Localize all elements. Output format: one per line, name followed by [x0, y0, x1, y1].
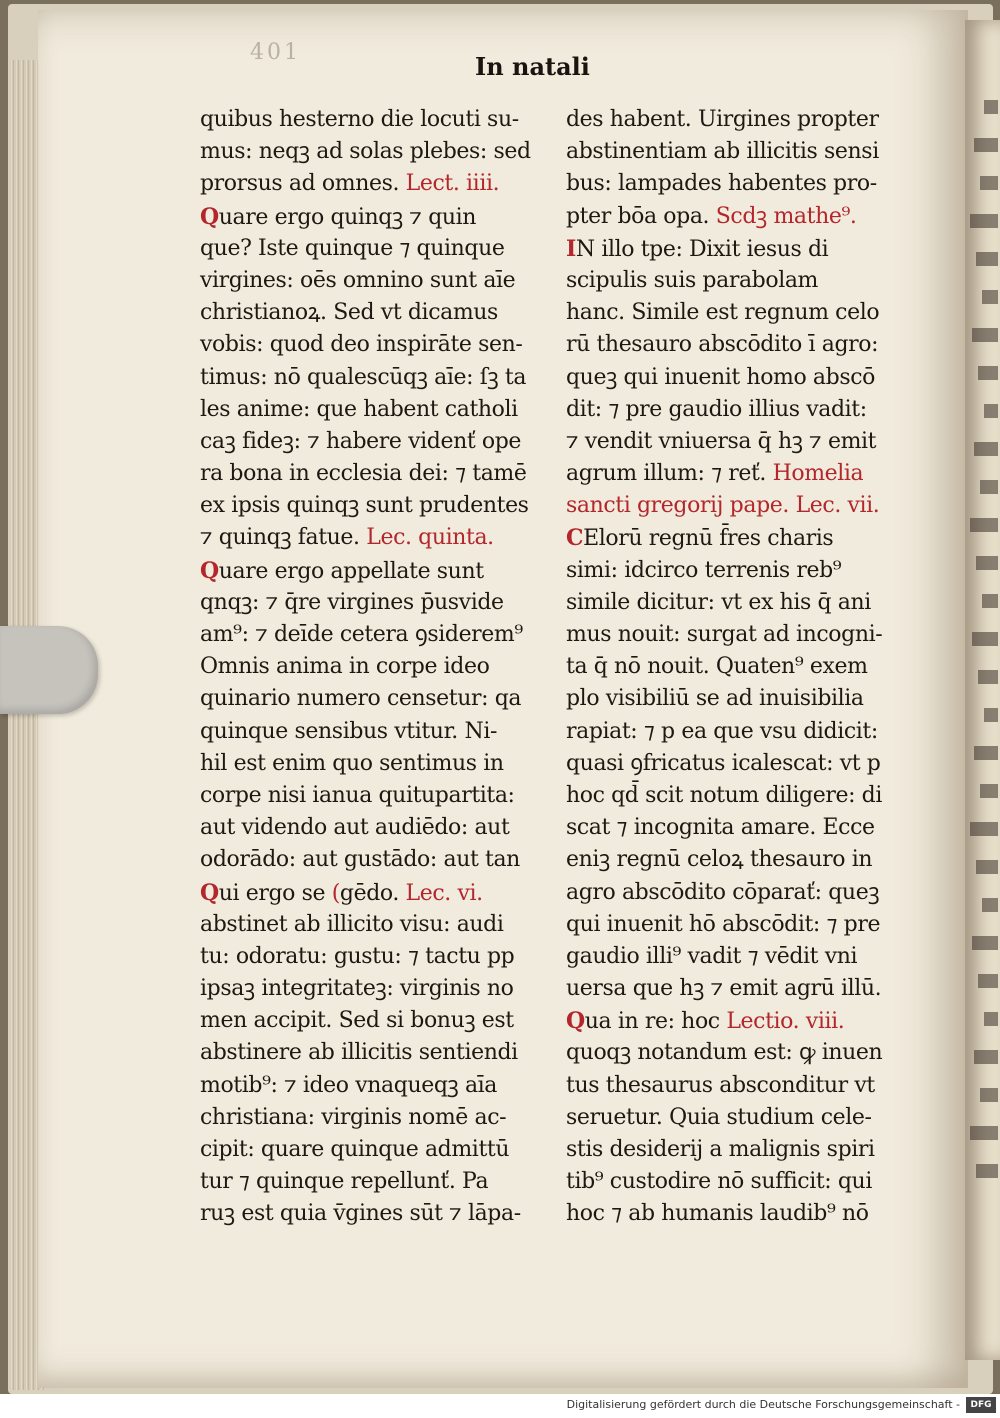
text-line — [200, 748, 546, 780]
line-text: pter bōa opa. — [566, 203, 710, 229]
line-text: virgines: oēs omnino sunt aīe — [200, 267, 516, 293]
line-text: cipit: quare quinque admittū — [200, 1137, 510, 1162]
rubric-label: Lectio. viii. — [719, 1009, 845, 1035]
text-line — [200, 104, 546, 136]
text-line — [566, 748, 906, 780]
text-line — [566, 844, 906, 876]
rubric-label: Lec. quinta. — [359, 525, 494, 551]
text-line — [200, 1070, 546, 1102]
text-line — [566, 1134, 906, 1166]
line-text: stis desiderij a malignis spiri — [566, 1137, 875, 1162]
text-line — [200, 973, 546, 1005]
facing-page-text-fragment — [980, 480, 998, 494]
text-line — [200, 522, 546, 554]
text-line — [566, 909, 906, 941]
running-title: In natali — [475, 52, 590, 81]
facing-page-text-fragment — [970, 518, 998, 532]
line-text: hoc ⁊ ab humanis laudib⁹ nō — [566, 1201, 869, 1227]
facing-page-text-fragment — [982, 898, 998, 912]
initial-letter: Q — [200, 557, 219, 584]
line-text: motib⁹: ⁊ ideo vnaqueqꝫ aīa — [200, 1072, 498, 1098]
text-line — [566, 362, 906, 394]
dfg-logo: DFG — [966, 1397, 996, 1413]
line-text: N illo tpe: Dixit iesus di — [575, 236, 829, 262]
line-text: eniꝫ regnū celoꝝ thesauro in — [566, 847, 873, 873]
text-line — [200, 1198, 546, 1230]
facing-page-text-fragment — [978, 974, 998, 988]
line-text: uersa que hꝫ ⁊ emit agrū illū. — [566, 976, 882, 1002]
facing-page-text-fragment — [970, 214, 998, 228]
text-line — [200, 394, 546, 426]
text-line — [200, 909, 546, 941]
facing-page-text-fragment — [974, 138, 998, 152]
line-text: prorsus ad omnes. — [200, 171, 400, 197]
facing-page-text-fragment — [982, 594, 998, 608]
line-text: christiana: virginis nomē ac- — [200, 1104, 507, 1130]
rubric-label: sancti gregorij pape. Lec. vii. — [566, 493, 880, 519]
facing-page-text-fragment — [974, 442, 998, 456]
rubric-label: Homelia — [765, 461, 864, 487]
text-line — [566, 1037, 906, 1069]
text-line — [566, 973, 906, 1005]
line-text: des habent. Uirgines propter — [566, 107, 879, 132]
line-text: men accipit. Sed si bonuꝫ est — [200, 1008, 514, 1034]
text-line — [200, 1005, 546, 1037]
line-text: tur ⁊ quinque repellunť. Pa — [200, 1169, 489, 1195]
facing-page-edge — [965, 20, 1000, 1360]
text-line — [566, 877, 906, 909]
text-line — [566, 136, 906, 168]
line-text: seruetur. Quia studium cele- — [566, 1104, 872, 1130]
facing-page-text-fragment — [974, 1050, 998, 1064]
text-line — [566, 297, 906, 329]
text-line — [200, 1134, 546, 1166]
footer-credit: Digitalisierung gefördert durch die Deutsche Forschungsgemeinschaft - — [566, 1398, 960, 1411]
line-text: abstinentiam ab illicitis sensi — [566, 139, 879, 165]
text-line — [566, 587, 906, 619]
rubric-label: Scdꝫ mathe⁹. — [709, 203, 857, 229]
facing-page-text-fragment — [976, 556, 998, 570]
line-text: ⁊ vendit vniuersa q̄ hꝫ ⁊ emit — [566, 428, 877, 454]
facing-page-text-fragment — [984, 708, 998, 722]
line-text: abstinere ab illicitis sentiendi — [200, 1040, 518, 1066]
text-line — [200, 780, 546, 812]
text-line — [200, 233, 546, 265]
facing-page-text-fragment — [970, 1126, 998, 1140]
line-text: vobis: quod deo inspirāte sen- — [200, 332, 523, 358]
facing-page-text-fragment — [980, 784, 998, 798]
line-text: quibus hesterno die locuti su- — [200, 107, 519, 132]
line-text: que? Iste quinque ⁊ quinque — [200, 235, 505, 261]
text-line — [566, 619, 906, 651]
text-line — [200, 651, 546, 683]
facing-page-text-fragment — [974, 746, 998, 760]
text-line — [200, 297, 546, 329]
line-text: qui inuenit hō abscōdit: ⁊ pre — [566, 911, 881, 937]
text-line — [566, 1070, 906, 1102]
text-line — [566, 1102, 906, 1134]
facing-page-text-fragment — [984, 1012, 998, 1026]
line-text: rū thesauro abscōdito ī agro: — [566, 332, 879, 358]
line-text: uare ergo quinqꝫ ⁊ quin — [218, 204, 477, 230]
line-text: mus: neqꝫ ad solas plebes: sed — [200, 139, 531, 165]
line-text: am⁹: ⁊ deīde cetera ꝯsiderem⁹ — [200, 622, 523, 647]
line-text: scat ⁊ incognita amare. Ecce — [566, 815, 875, 841]
text-line — [566, 201, 906, 233]
text-line — [566, 265, 906, 297]
line-text: ra bona in ecclesia dei: ⁊ tamē — [200, 461, 527, 487]
line-text: hanc. Simile est regnum celo — [566, 300, 880, 326]
facing-page-text-fragment — [978, 366, 998, 380]
initial-letter: I — [566, 235, 576, 262]
text-line — [200, 619, 546, 651]
facing-page-text-fragment — [980, 1088, 998, 1102]
line-text: bus: lampades habentes pro- — [566, 171, 877, 197]
line-text: gaudio illi⁹ vadit ⁊ vēdit vni — [566, 943, 858, 969]
initial-letter: Q — [566, 1008, 585, 1035]
text-line — [566, 168, 906, 200]
text-line — [200, 1166, 546, 1198]
line-text: Elorū regnū f̄res charis — [583, 526, 834, 552]
initial-letter: Q — [200, 879, 219, 906]
right-column — [566, 104, 906, 1231]
line-text: quinario numero censetur: qa — [200, 686, 522, 712]
facing-page-text-fragment — [970, 822, 998, 836]
line-text: quinque sensibus vtitur. Ni- — [200, 718, 497, 744]
text-line — [200, 555, 546, 587]
line-text: odorādo: aut gustādo: aut tan — [200, 847, 520, 873]
text-line — [200, 877, 546, 909]
line-text: caꝫ fideꝫ: ⁊ habere videnť ope — [200, 428, 522, 454]
text-line — [566, 1198, 906, 1230]
text-line — [566, 812, 906, 844]
text-line — [566, 233, 906, 265]
line-text: ta q̄ nō nouit. Quaten⁹ exem — [566, 654, 868, 680]
text-line — [200, 458, 546, 490]
initial-letter: C — [566, 525, 584, 552]
line-text: mus nouit: surgat ad incogni- — [566, 622, 883, 647]
facing-page-text-fragment — [972, 328, 998, 342]
line-text: ruꝫ est quia v̄gines sūt ⁊ lāpa- — [200, 1201, 521, 1227]
text-line — [200, 426, 546, 458]
line-text: christianoꝝ. Sed vt dicamus — [200, 300, 498, 326]
text-line — [566, 458, 906, 490]
text-line — [566, 716, 906, 748]
text-line — [200, 1037, 546, 1069]
text-line — [566, 1005, 906, 1037]
footer-bar — [0, 1394, 1000, 1418]
text-line — [566, 780, 906, 812]
rubric-label: Lec. vi. — [398, 880, 483, 906]
page-clip — [0, 626, 98, 714]
facing-page-text-fragment — [982, 290, 998, 304]
line-text: queꝫ qui inuenit homo abscō — [566, 364, 875, 390]
line-text: simile dicitur: vt ex his q̄ ani — [566, 589, 871, 615]
line-text: tus thesaurus absconditur vt — [566, 1072, 875, 1098]
line-text: hoc qd̄ scit notum diligere: di — [566, 782, 883, 808]
line-text: plo visibiliū se ad inuisibilia — [566, 686, 864, 712]
line-text: dit: ⁊ pre gaudio illius vadit: — [566, 396, 867, 422]
line-text: les anime: que habent catholi — [200, 396, 518, 422]
facing-page-text-fragment — [984, 404, 998, 418]
line-text: ua in re: hoc — [584, 1009, 720, 1035]
text-line — [566, 683, 906, 715]
facing-page-text-fragment — [984, 100, 998, 114]
facing-page-text-fragment — [976, 1164, 998, 1178]
facing-page-text-fragment — [976, 860, 998, 874]
line-text: timus: nō qualescūqꝫ aīe: ſꝫ ta — [200, 364, 527, 390]
line-text: corpe nisi ianua quitupartita: — [200, 782, 515, 808]
text-line — [200, 941, 546, 973]
line-text: aut videndo aut audiēdo: aut — [200, 815, 510, 841]
facing-page-text-fragment — [976, 252, 998, 266]
line-text: scipulis suis parabolam — [566, 267, 819, 293]
rubric-mark: ( — [325, 880, 340, 906]
line-text: ui ergo se — [218, 880, 326, 906]
facing-page-text-fragment — [980, 176, 998, 190]
line-text: ⁊ quinqꝫ fatue. — [200, 525, 360, 551]
line-text: uare ergo appellate sunt — [218, 558, 484, 584]
facing-page-text-fragment — [972, 632, 998, 646]
text-line — [200, 201, 546, 233]
text-line — [566, 522, 906, 554]
text-line — [566, 651, 906, 683]
line-text: quasi ꝯfricatus icalescat: vt p — [566, 750, 881, 776]
line-text: ipsaꝫ integritateꝫ: virginis no — [200, 976, 514, 1002]
line-text: rapiat: ⁊ p ea que vsu didicit: — [566, 718, 878, 744]
rubric-label: Lect. iiii. — [399, 171, 500, 197]
text-line — [566, 941, 906, 973]
line-text-after: gēdo. — [339, 880, 399, 906]
text-line — [566, 104, 906, 136]
line-text: hil est enim quo sentimus in — [200, 750, 504, 776]
text-line — [200, 587, 546, 619]
initial-letter: Q — [200, 203, 219, 230]
library-stamp: 401 — [250, 40, 301, 65]
line-text: agrum illum: ⁊ reť. — [566, 461, 766, 487]
line-text: qnqꝫ: ⁊ q̄re virgines p̄usvide — [200, 589, 504, 615]
text-line — [566, 555, 906, 587]
line-text: Omnis anima in corpe ideo — [200, 654, 490, 680]
text-line — [200, 844, 546, 876]
text-line — [200, 329, 546, 361]
line-text: tib⁹ custodire nō sufficit: qui — [566, 1169, 872, 1195]
text-line — [200, 1102, 546, 1134]
text-line — [566, 394, 906, 426]
line-text: abstinet ab illicito visu: audi — [200, 911, 504, 937]
text-line — [200, 683, 546, 715]
line-text: simi: idcirco terrenis reb⁹ — [566, 557, 842, 583]
text-line — [566, 329, 906, 361]
line-text: ex ipsis quinqꝫ sunt prudentes — [200, 493, 529, 519]
line-text: quoqꝫ notandum est: ꝙ inuen — [566, 1040, 883, 1066]
text-line — [566, 1166, 906, 1198]
text-line — [200, 265, 546, 297]
line-text: tu: odoratu: gustu: ⁊ tactu pp — [200, 943, 515, 969]
text-line — [200, 362, 546, 394]
text-line — [200, 716, 546, 748]
text-line — [566, 426, 906, 458]
left-column — [200, 104, 546, 1231]
text-line — [200, 490, 546, 522]
facing-page-text-fragment — [978, 670, 998, 684]
text-line — [566, 490, 906, 522]
text-line — [200, 812, 546, 844]
text-line — [200, 136, 546, 168]
line-text: agro abscōdito cōparať: queꝫ — [566, 879, 880, 905]
text-line — [200, 168, 546, 200]
facing-page-text-fragment — [972, 936, 998, 950]
